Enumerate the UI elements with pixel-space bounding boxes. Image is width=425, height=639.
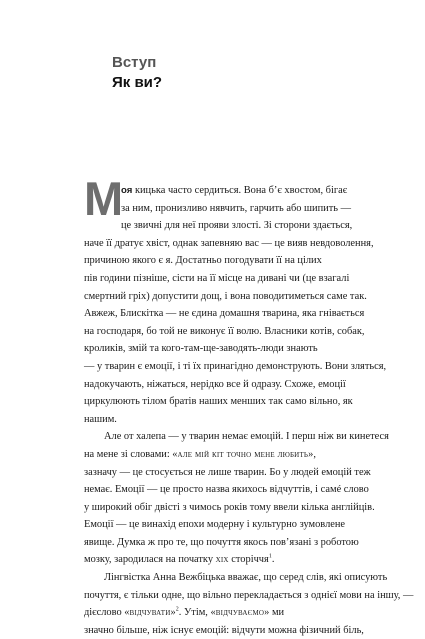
text-line: оя кицька часто сердиться. Вона б’є хвостом, бігає	[121, 185, 348, 196]
text-line: Авжеж, Блискітка — не єдина домашня тварина, яка гнівається	[84, 308, 365, 320]
text-line: нашим.	[84, 413, 117, 425]
text-line: Але от халепа — у тварин немає емоцій. І перш ніж ви кинетеся	[104, 431, 389, 443]
text-line: зазначу — це стосується не лише тварин. Бо у людей емоцій теж	[84, 466, 371, 478]
text-line: на господаря, бо той не виконує її волю. Власники котів, собак,	[84, 325, 365, 337]
text-line: це звичні для неї прояви злості. Зі сторони здається,	[121, 220, 353, 232]
lead-word: оя	[121, 185, 133, 196]
chapter-heading	[112, 53, 162, 93]
text-line: за ним, пронизливо нявчить, гарчить або шипить —	[121, 202, 351, 214]
text-line: надокучають, ніжаться, нерідко все й одразу. Схоже, емоції	[84, 378, 346, 390]
century-numeral: xix	[215, 554, 229, 566]
text-line: пів години пізніше, сісти на її місце на дивані чи (це взагалі	[84, 272, 350, 284]
drop-cap: М	[84, 172, 124, 225]
text-line: циркулюють тілом братів наших менших так само вільно, як	[84, 396, 353, 408]
text-line: смертний гріх) допустити дощ, і вона поводитиметься саме так.	[84, 290, 367, 302]
chapter-title: Як ви?	[112, 74, 163, 91]
text-line: явище. Думка ж про те, що почуття якось пов’язані з роботою	[84, 536, 359, 548]
text-line: у широкий обіг двісті з чимось років тому ввели кілька англійців.	[84, 501, 375, 513]
text-line: кроликів, змій та кого-там-ще-заводять-люди знають	[84, 343, 318, 355]
text-line: причиною якого є я. Достатньо погодувати її на цілих	[84, 255, 322, 267]
text-line: — у тварин є емоції, і ті їх принагідно демонструють. Вони зляться,	[84, 360, 387, 372]
text-line: мозку, зародилася на початку xix сторіччя$^1$.	[84, 554, 275, 566]
text-line: значно більше, ніж існує емоцій: відчути можна фізичний біль,	[84, 624, 364, 636]
text-line: немає. Емоції — це просто назва якихось відчуттів, і самé слово	[84, 484, 369, 496]
text-line: Лінгвістка Анна Вежбіцька вважає, що серед слів, які описують	[104, 572, 388, 584]
footnote-marker[interactable]: 2	[175, 606, 179, 613]
text-line: на мене зі словами: «але мій кіт точно мене любить»,	[84, 448, 316, 460]
text-line: наче її дратує хвіст, однак запевняю вас — це вияв невдоволення,	[84, 237, 374, 249]
body-text	[84, 172, 414, 639]
footnote-marker[interactable]: 1	[268, 554, 272, 560]
section-label: Вступ	[112, 54, 157, 71]
text-line: Емоції — це винахід епохи модерну і культурно зумовлене	[84, 519, 346, 531]
text-line: почуття, є тільки одне, що вільно перекладається з однієї мови на іншу, —	[84, 589, 414, 601]
text-line: дієслово «відчувати»$^2$. Утім, «відчуваємо» ми	[84, 606, 285, 619]
quoted-phrase: але мій кіт точно мене любить	[177, 448, 309, 460]
